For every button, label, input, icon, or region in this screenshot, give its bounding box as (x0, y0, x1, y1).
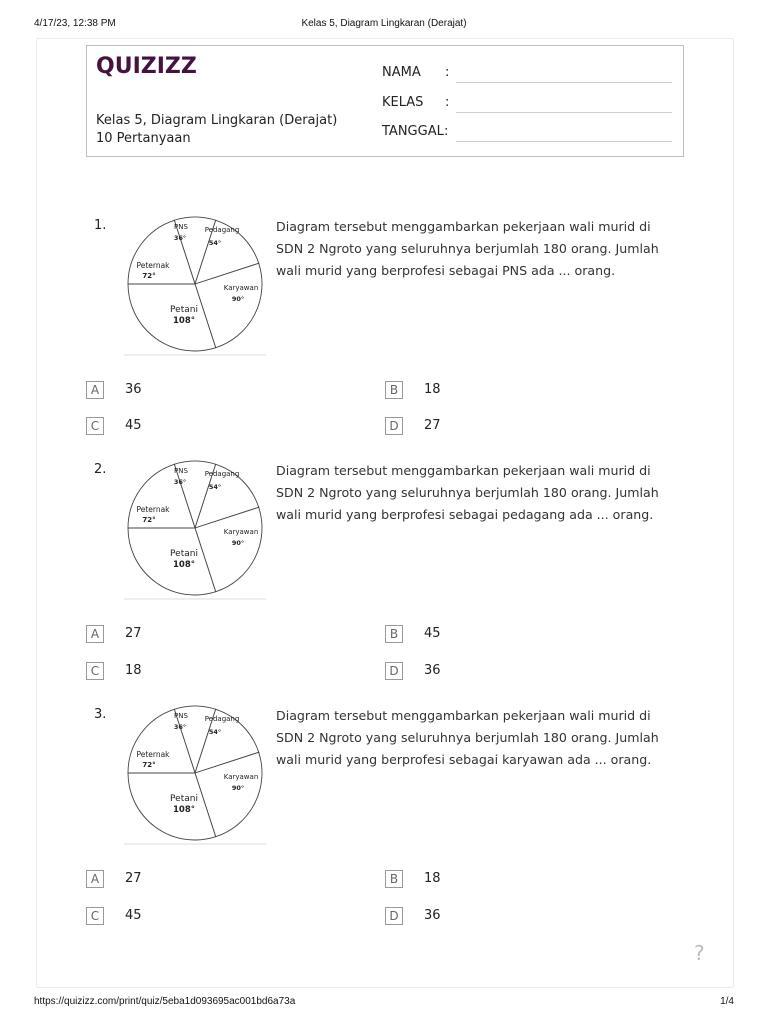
name-label: NAMA (382, 65, 421, 80)
pie-value-pns: 36° (173, 478, 187, 486)
question-1 (0, 218, 768, 458)
option-letter: A (86, 625, 104, 643)
question-number: 2. (94, 462, 107, 477)
pie-value-pedagang: 54° (208, 728, 222, 736)
pie-value-petani: 108° (173, 560, 195, 570)
pie-value-karyawan: 90° (231, 784, 245, 792)
option-value: 18 (424, 871, 441, 886)
question-2 (0, 462, 768, 702)
option-value: 45 (125, 418, 142, 433)
pie-value-pns: 36° (173, 723, 187, 731)
quiz-title: Kelas 5, Diagram Lingkaran (Derajat) (96, 113, 338, 128)
pie-label-pns: PNS (174, 712, 188, 720)
option-letter: B (385, 625, 403, 643)
option-value: 36 (424, 908, 441, 923)
pie-label-karyawan: Karyawan (223, 773, 259, 781)
date-line[interactable] (456, 141, 672, 142)
pie-label-peternak: Peternak (136, 505, 170, 514)
option-letter: A (86, 381, 104, 399)
option-value: 45 (424, 626, 441, 641)
option-value: 45 (125, 908, 142, 923)
question-number: 1. (94, 218, 107, 233)
pie-label-peternak: Peternak (136, 750, 170, 759)
pie-value-pns: 36° (173, 234, 187, 242)
question-mark-icon[interactable]: ? (694, 941, 705, 965)
option-value: 27 (125, 626, 142, 641)
pie-label-pns: PNS (174, 467, 188, 475)
print-footer (34, 996, 734, 1012)
question-number: 3. (94, 707, 107, 722)
pie-label-karyawan: Karyawan (223, 528, 259, 536)
option-letter: D (385, 907, 403, 925)
print-url: https://quizizz.com/print/quiz/5eba1d093695ac001bd6a73a (34, 996, 296, 1007)
pie-label-pedagang: Pedagang (204, 715, 240, 723)
question-3 (0, 707, 768, 947)
pie-label-pedagang: Pedagang (204, 226, 240, 234)
option-letter: D (385, 662, 403, 680)
option-value: 18 (424, 382, 441, 397)
pie-value-peternak: 72° (142, 516, 156, 524)
pie-label-pns: PNS (174, 223, 188, 231)
print-datetime: 4/17/23, 12:38 PM (34, 18, 116, 29)
question-text: Diagram tersebut menggambarkan pekerjaan wali murid di SDN 2 Ngroto yang seluruhnya berjumlah 180 orang. Jumlah wali murid yang berprofesi sebagai PNS ada ... orang. (276, 219, 659, 278)
option-letter: A (86, 870, 104, 888)
pie-label-petani: Petani (170, 549, 198, 559)
print-header (34, 14, 734, 30)
pie-label-petani: Petani (170, 305, 198, 315)
option-letter: B (385, 870, 403, 888)
pie-value-petani: 108° (173, 805, 195, 815)
option-letter: C (86, 417, 104, 435)
question-text: Diagram tersebut menggambarkan pekerjaan wali murid di SDN 2 Ngroto yang seluruhnya berjumlah 180 orang. Jumlah wali murid yang berprofesi sebagai karyawan ada ... orang. (276, 708, 659, 767)
pie-value-petani: 108° (173, 316, 195, 326)
quizizz-logo: QUIZIZZ (96, 54, 197, 79)
option-letter: B (385, 381, 403, 399)
pie-chart (124, 699, 266, 845)
option-letter: C (86, 907, 104, 925)
option-value: 18 (125, 663, 142, 678)
option-value: 27 (125, 871, 142, 886)
pie-value-pedagang: 54° (208, 239, 222, 247)
option-value: 27 (424, 418, 441, 433)
pie-value-karyawan: 90° (231, 295, 245, 303)
date-colon: : (444, 124, 449, 139)
class-line[interactable] (456, 112, 672, 113)
pie-value-pedagang: 54° (208, 483, 222, 491)
pie-label-karyawan: Karyawan (223, 284, 259, 292)
question-count: 10 Pertanyaan (96, 131, 191, 146)
option-letter: C (86, 662, 104, 680)
option-value: 36 (125, 382, 142, 397)
worksheet-header (86, 45, 684, 157)
option-value: 36 (424, 663, 441, 678)
pie-chart (124, 454, 266, 600)
question-text: Diagram tersebut menggambarkan pekerjaan wali murid di SDN 2 Ngroto yang seluruhnya berjumlah 180 orang. Jumlah wali murid yang berprofesi sebagai pedagang ada ... orang. (276, 463, 659, 522)
name-line[interactable] (456, 82, 672, 83)
pie-value-karyawan: 90° (231, 539, 245, 547)
pie-value-peternak: 72° (142, 272, 156, 280)
pie-value-peternak: 72° (142, 761, 156, 769)
pie-label-pedagang: Pedagang (204, 470, 240, 478)
option-letter: D (385, 417, 403, 435)
pie-chart (124, 210, 266, 356)
print-page-title: Kelas 5, Diagram Lingkaran (Derajat) (301, 18, 467, 29)
pie-label-peternak: Peternak (136, 261, 170, 270)
date-label: TANGGAL (382, 124, 444, 139)
class-label: KELAS (382, 95, 424, 110)
pie-label-petani: Petani (170, 794, 198, 804)
name-colon: : (445, 65, 450, 80)
class-colon: : (445, 95, 450, 110)
print-page-number: 1/4 (720, 996, 734, 1007)
